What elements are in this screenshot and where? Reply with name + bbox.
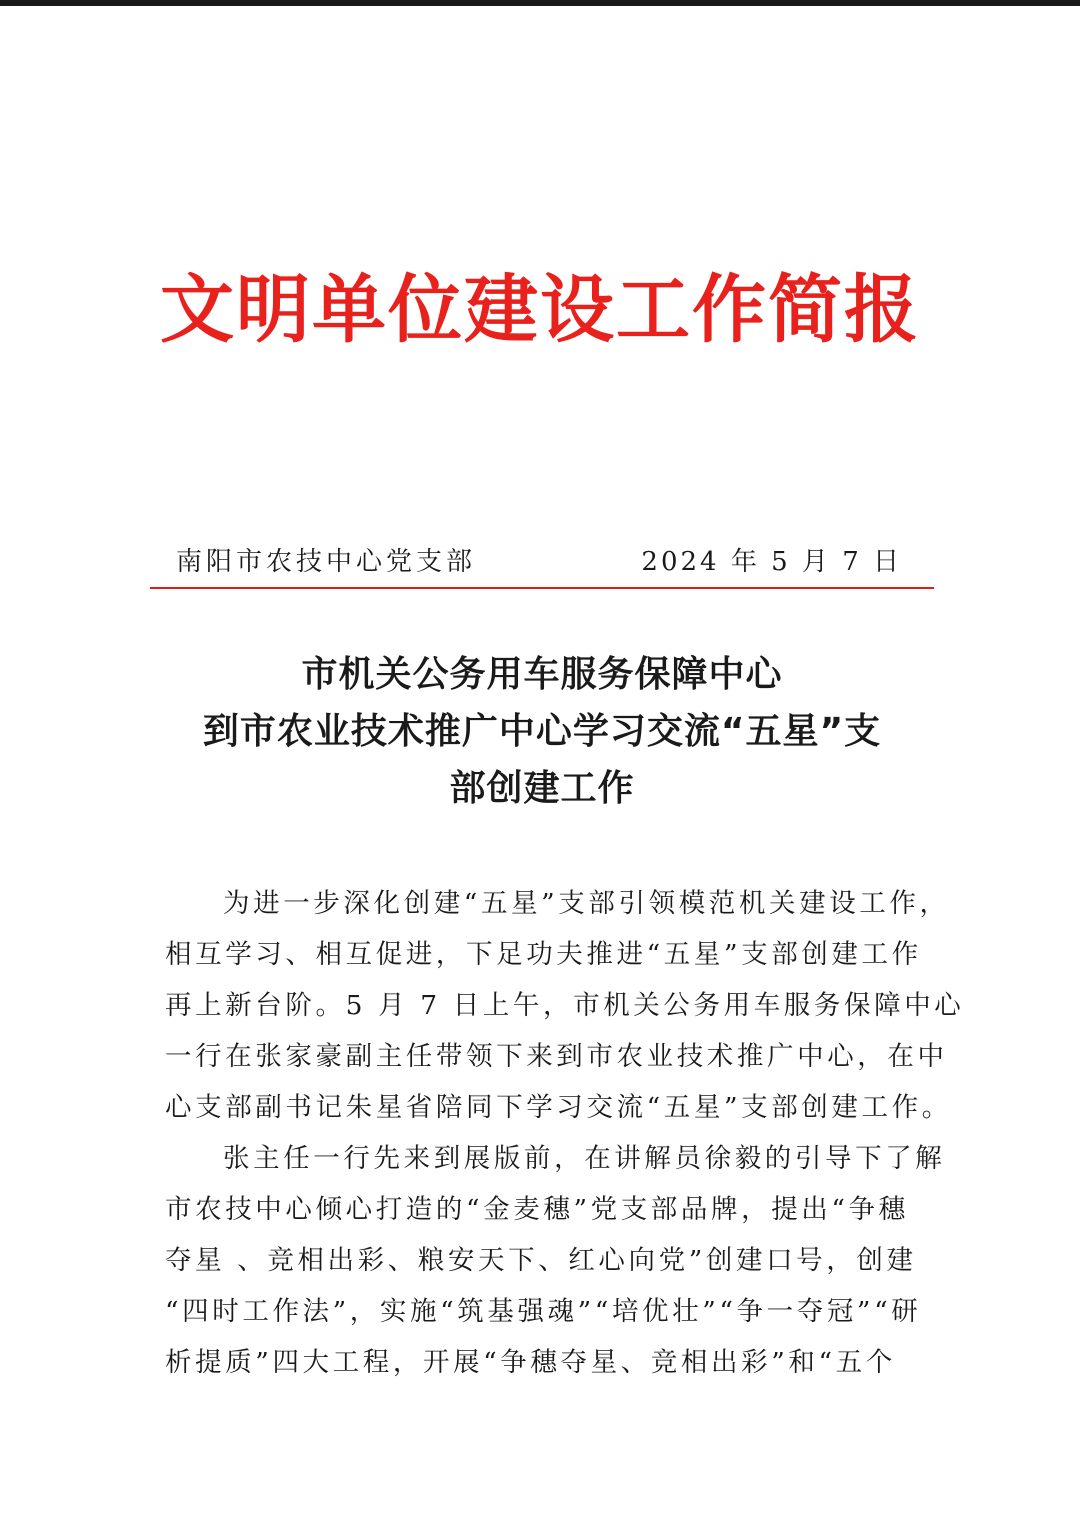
header-divider <box>150 587 934 589</box>
article-title <box>150 646 934 817</box>
article-title-line: 市机关公务用车服务保障中心 <box>301 654 783 695</box>
paragraph-line: 心支部副书记朱星省陪同下学习交流“五星”支部创建工作。 <box>165 1092 952 1123</box>
paragraph-line: 市农技中心倾心打造的“金麦穗”党支部品牌，提出“争穗 <box>165 1194 909 1225</box>
article-title-line: 部创建工作 <box>449 768 635 809</box>
masthead-title: 文明单位建设工作简报 <box>160 267 920 353</box>
paragraph-line: 相互学习、相互促进，下足功夫推进“五星”支部创建工作 <box>165 939 922 970</box>
top-border-bar <box>0 0 1080 6</box>
article-title-line: 到市农业技术推广中心学习交流“五星”支 <box>202 711 882 752</box>
issue-date: 2024 年 5 月 7 日 <box>641 547 902 577</box>
article-body <box>165 878 965 1388</box>
paragraph-line: 夺星 、竞相出彩、粮安天下、红心向党”创建口号，创建 <box>165 1245 917 1276</box>
paragraph-line: 一行在张家豪副主任带领下来到市农业技术推广中心，在中 <box>165 1041 948 1072</box>
paragraph-line: 张主任一行先来到展版前，在讲解员徐毅的引导下了解 <box>223 1143 946 1174</box>
paragraph-line: “四时工作法”，实施“筑基强魂”“培优壮”“争一夺冠”“研 <box>165 1296 922 1327</box>
issuer-name: 南阳市农技中心党支部 <box>176 547 477 577</box>
paragraph-line: 再上新台阶。5 月 7 日上午，市机关公务用车服务保障中心 <box>165 990 965 1021</box>
paragraph-line: 析提质”四大工程，开展“争穗夺星、竞相出彩”和“五个 <box>165 1347 896 1378</box>
paragraph-line: 为进一步深化创建“五星”支部引领模范机关建设工作， <box>223 888 950 919</box>
